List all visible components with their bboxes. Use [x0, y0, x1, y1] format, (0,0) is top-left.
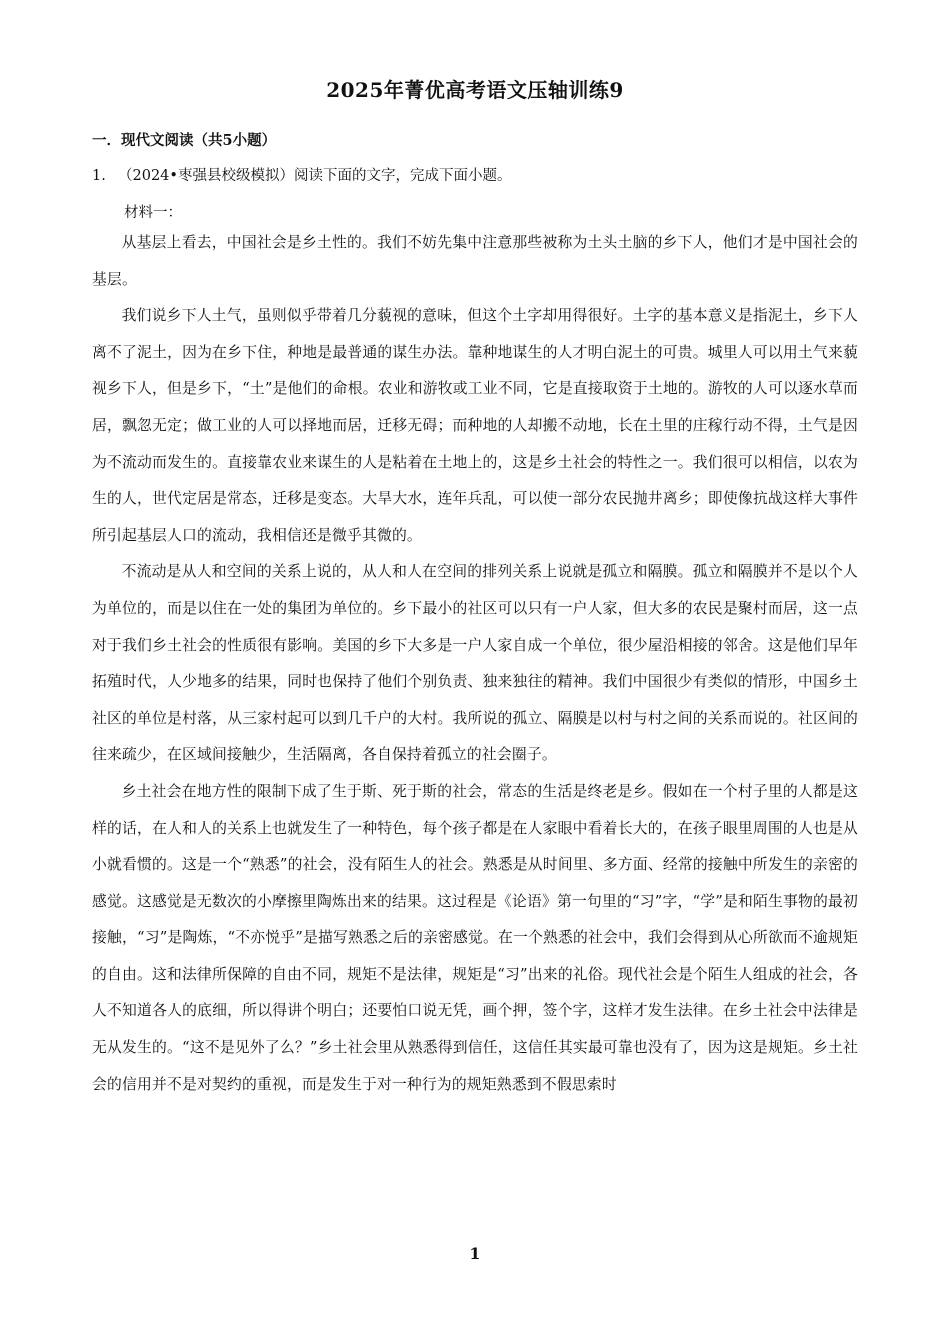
paragraph: 乡土社会在地方性的限制下成了生于斯、死于斯的社会，常态的生活是终老是乡。假如在一个村子里的人都是这样的话，在人和人的关系上也就发生了一种特色，每个孩子都是在人家眼中看着长大的，在孩子眼里周围的人也是从小就看惯的。这是一个“熟悉”的社会，没有陌生人的社会。熟悉是从时间里、多方面、经常的接触中所发生的亲密的感觉。这感觉是无数次的小摩擦里陶炼出来的结果。这过程是《论语》第一句里的“习”字，“学”是和陌生事物的最初接触，“习”是陶炼，“不亦悦乎”是描写熟悉之后的亲密感觉。在一个熟悉的社会中，我们会得到从心所欲而不逾规矩的自由。这和法律所保障的自由不同，规矩不是法律，规矩是“习”出来的礼俗。现代社会是个陌生人组成的社会，各人不知道各人的底细，所以得讲个明白；还要怕口说无凭，画个押，签个字，这样才发生法律。在乡土社会中法律是无从发生的。“这不是见外了么？”乡土社会里从熟悉得到信任，这信任其实最可靠也没有了，因为这是规矩。乡土社会的信用并不是对契约的重视，而是发生于对一种行为的规矩熟悉到不假思索时 — [92, 782, 858, 1093]
page-number: 1 — [469, 1244, 481, 1263]
paragraph: 从基层上看去，中国社会是乡土性的。我们不妨先集中注意那些被称为土头土脑的乡下人，他们才是中国社会的基层。 — [92, 234, 858, 288]
question-number: 1. — [92, 168, 106, 184]
section-heading: 一．现代文阅读（共5小题） — [92, 132, 277, 149]
document-title: 2025年菁优高考语文压轴训练9 — [326, 78, 624, 102]
paragraph: 不流动是从人和空间的关系上说的，从人和人在空间的排列关系上说就是孤立和隔膜。孤立和隔膜并不是以个人为单位的，而是以住在一处的集团为单位的。乡下最小的社区可以只有一户人家，但大多的农民是聚村而居，这一点对于我们乡土社会的性质很有影响。美国的乡下大多是一户人家自成一个单位，很少屋沿相接的邻舍。这是他们早年拓殖时代，人少地多的结果，同时也保持了他们个别负责、独来独往的精神。我们中国很少有类似的情形，中国乡土社区的单位是村落，从三家村起可以到几千户的大村。我所说的孤立、隔膜是以村与村之间的关系而说的。社区间的往来疏少，在区域间接触少，生活隔离，各自保持着孤立的社会圈子。 — [92, 563, 858, 764]
paragraph: 我们说乡下人土气，虽则似乎带着几分藐视的意味，但这个土字却用得很好。土字的基本意义是指泥土，乡下人离不了泥土，因为在乡下住，种地是最普通的谋生办法。靠种地谋生的人才明白泥土的可贵。城里人可以用土气来藐视乡下人，但是乡下，“土”是他们的命根。农业和游牧或工业不同，它是直接取资于土地的。游牧的人可以逐水草而居，飘忽无定；做工业的人可以择地而居，迁移无碍；而种地的人却搬不动地，长在土里的庄稼行动不得，土气是因为不流动而发生的。直接靠农业来谋生的人是粘着在土地上的，这是乡土社会的特性之一。我们很可以相信，以农为生的人，世代定居是常态，迁移是变态。大旱大水，连年兵乱，可以使一部分农民抛井离乡；即使像抗战这样大事件所引起基层人口的流动，我相信还是微乎其微的。 — [92, 307, 858, 544]
passage-body — [92, 225, 858, 1103]
question-source: （2024•枣强县校级模拟）阅读下面的文字，完成下面小题。 — [118, 168, 512, 184]
material-label: 材料一： — [124, 205, 182, 221]
question-header — [92, 164, 511, 185]
